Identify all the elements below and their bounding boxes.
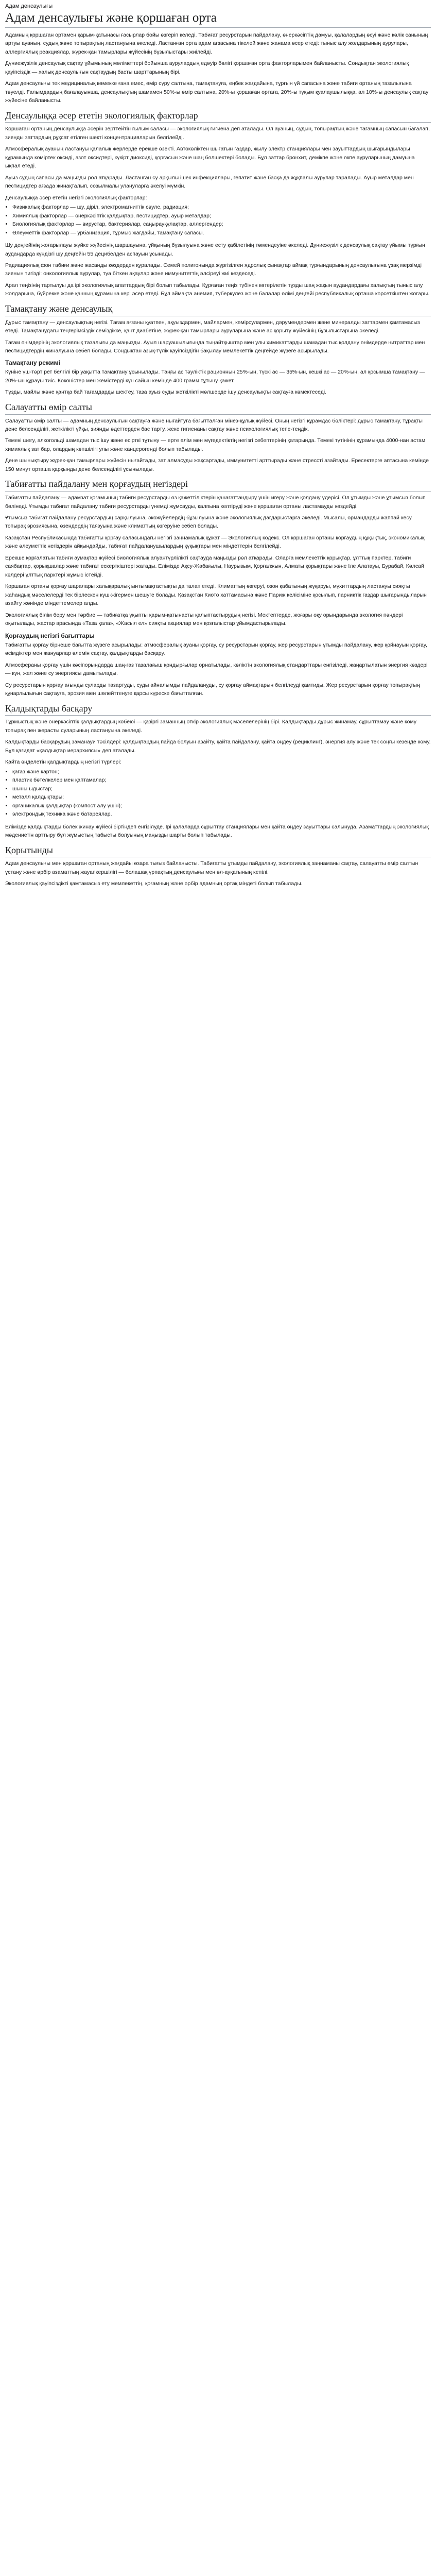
- section-paragraph: Қалдықтарды басқарудың заманауи тәсілдері: қалдықтардың пайда болуын азайту, қайта пайдалану, қайта өңдеу (рециклинг), энергия алу және тек соңғы кезеңде көму. Бұл қағидат «қалдықтар иерархиясы» деп аталады.: [5, 739, 431, 754]
- list-item: • металл қалдықтары;: [12, 793, 431, 801]
- section-heading: Табиғатты пайдалану мен қорғаудың негіздері: [5, 479, 431, 492]
- section-ecological-factors: [5, 110, 431, 298]
- list-item: • пластик бөтелкелер мен қаптамалар;: [12, 776, 431, 784]
- section-paragraph: Ауыз судың сапасы да маңызды рөл атқарады. Ластанған су арқылы ішек инфекциялары, гепатит және басқа да жұқпалы аурулар таралады. Ауыр металдар мен пестицидтер ағзада жинақталып, созылмалы улануларға әкелуі мүмкін.: [5, 174, 414, 190]
- section-paragraph: Адам денсаулығы мен қоршаған ортаның жағдайы өзара тығыз байланысты. Табиғатты ұтымды пайдалану, экологиялық заңнаманы сақтау, салауатты өмір салтын ұстану және әрбір азаматтың жауапкершілігі — болашақ ұрпақтың денсаулығы мен әл-ауқатының кепілі.: [5, 860, 418, 875]
- list-item: • органикалық қалдықтар (компост алу үшін);: [12, 802, 431, 810]
- section-heading: Денсаулыққа әсер ететін экологиялық факторлар: [5, 110, 431, 123]
- list-item: • Физикалық факторлар — шу, діріл, электромагниттік сәуле, радиация;: [12, 203, 431, 211]
- section-paragraph: Дене шынықтыру жүрек-қан тамырлары жүйесін нығайтады, зат алмасуды жақсартады, иммунитетті арттырады және стрессті азайтады. Ересектерге аптасына кемінде 150 минут орташа қарқынды дене белсенділігі ұсынылады.: [5, 457, 429, 472]
- section-paragraph: Тағам өнімдерінің экологиялық тазалығы да маңызды. Ауыл шаруашылығында тыңайтқыштар мен улы химикаттарды шамадан тыс қолдану өнімдерде нитраттар мен пестицидтердің жиналуына себеп болады. Сондықтан азық-түлік қауіпсіздігін бақылау мемлекеттік деңгейде жүзеге асырылады.: [5, 339, 425, 354]
- section-conclusion: [5, 845, 431, 888]
- section-paragraph: Тұзды, майлы және қантқа бай тағамдарды шектеу, таза ауыз суды жеткілікті мөлшерде ішу денсаулықты сақтауға көмектеседі.: [5, 389, 326, 396]
- section-paragraph: Тұрмыстық және өнеркәсіптік қалдықтардың көбеюі — қазіргі заманның өткір экологиялық мәселелерінің бірі. Қалдықтарды дұрыс жинамау, сұрыптамау және көму топырақ пен жерасты суларының ластануына әкеледі.: [5, 719, 417, 734]
- section-paragraph: Табиғатты қорғау бірнеше бағытта жүзеге асырылады: атмосфералық ауаны қорғау, су ресурстарын қорғау, жер ресурстарын ұтымды пайдалану, жер қойнауын қорғау, өсімдіктер мен жануарлар әлемін сақтау, қалдықтарды басқару.: [5, 641, 427, 657]
- section-paragraph: Шу деңгейінің жоғарылауы жүйке жүйесінің шаршауына, ұйқының бұзылуына және есту қабілетінің төмендеуіне әкеледі. Дүниежүзілік денсаулық сақтау ұйымы тұрғын аудандарда күндізгі шу деңгейін 55 децибелден аспауын ұсынады.: [5, 242, 425, 257]
- list-item: • Химиялық факторлар — өнеркәсіптік қалдықтар, пестицидтер, ауыр металдар;: [12, 212, 431, 220]
- section-paragraph: Қоршаған ортаны қорғау шаралары халықаралық ынтымақтастықты да талап етеді. Климаттың өзгеруі, озон қабатының жұқаруы, мұхиттардың ластануы сияқты жаһандық мәселелерді тек бірлескен күш-жігермен шешуге болады. Қазақстан Киото хаттамасына және Париж келісіміне қосылып, парниктік газдар шығарындыларын азайту жөнінде міндеттемелер алды.: [5, 583, 427, 607]
- list-item: • Биологиялық факторлар — вирустар, бактериялар, саңырауқұлақтар, аллергендер;: [12, 220, 431, 228]
- list-intro: Қайта өңделетін қалдықтардың негізгі түрлері:: [5, 759, 121, 766]
- section-paragraph: Ұтымсыз табиғат пайдалану ресурстардың сарқылуына, экожүйелердің бұзылуына және экологиялық дағдарыстарға әкеледі. Мысалы, ормандарды жаппай кесу топырақ эрозиясына, өзендердің таязуына және климаттың өзгеруіне себеп болады.: [5, 514, 412, 530]
- section-nutrition: [5, 303, 431, 397]
- section-paragraph: Қоршаған ортаның денсаулыққа әсерін зерттейтін ғылым саласы — экологиялық гигиена деп аталады. Ол ауаның, судың, топырақтың және тағамның сапасын бағалап, зиянды заттардың рұқсат етілген шекті концентрацияларын белгілейді.: [5, 126, 430, 141]
- intro-paragraph: Адамның қоршаған ортамен қарым-қатынасы ғасырлар бойы өзгеріп келеді. Табиғат ресурстарын пайдалану, өнеркәсіптің дамуы, қалалардың өсуі және көлік санының артуы ауаның, судың және топырақтың ластануына әкеледі. Ластанған орта адам ағзасына тікелей және жанама әсер етеді: тыныс алу жолдарының аурулары, аллергиялық реакциялар, жүрек-қан тамырлары жүйесінің бұзылыстары жиілейді.: [5, 31, 428, 55]
- list-item: • қағаз және картон;: [12, 768, 431, 776]
- section-paragraph: Экологиялық қауіпсіздікті қамтамасыз ету мемлекеттің, қоғамның және әрбір адамның ортақ міндеті болып табылады.: [5, 880, 303, 887]
- factor-list: [5, 203, 431, 237]
- section-heading: Салауатты өмір салты: [5, 402, 431, 415]
- section-paragraph: Табиғатты пайдалану — адамзат қоғамының табиғи ресурстарды өз қажеттіліктерін қанағаттандыру үшін игеру және қолдану үдерісі. Ол ұтымды және ұтымсыз болып бөлінеді. Ұтымды табиғат пайдалану табиғи ресурстарды үнемді жұмсауды, қалпына келтіруді және қоршаған ортаны ластамауды көздейді.: [5, 495, 426, 510]
- waste-list: [5, 768, 431, 819]
- section-nature-protection: [5, 479, 431, 698]
- section-paragraph: Су ресурстарын қорғау ағынды суларды тазартуды, суды айналымды пайдалануды, су қорғау аймақтарын белгілеуді қамтиды. Жер ресурстарын қорғау топырақтың құнарлылығын сақтауға, эрозия мен шөлейттенуге қарсы күреске бағытталған.: [5, 682, 420, 697]
- page-title: Адам денсаулығы және қоршаған орта: [5, 11, 431, 28]
- section-paragraph: Экологиялық білім беру мен тәрбие — табиғатқа ұқыпты қарым-қатынасты қалыптастырудың негізі. Мектептерде, жоғары оқу орындарында экология пәндері оқытылады, жастар арасында «Таза қала», «Жасыл ел» сияқты акциялар мен қозғалыстар ұйымдастырылады.: [5, 612, 403, 627]
- section-paragraph: Қазақстан Республикасында табиғатты қорғау саласындағы негізгі заңнамалық құжат — Экологиялық кодекс. Ол қоршаған ортаны қорғаудың құқықтық, экономикалық және әлеуметтік негіздерін айқындайды, табиғат пайдаланушылардың құқықтары мен міндеттерін белгілейді.: [5, 534, 425, 550]
- intro-paragraph: Адам денсаулығы тек медициналық көмекке ғана емес, өмір сүру салтына, тамақтануға, еңбек жағдайына, тұрғын үй сапасына және табиғи ортаның тазалығына тәуелді. Ғалымдардың бағалауынша, денсаулықтың шамамен 50%-ы өмір салтына, 20%-ы қоршаған ортаға, 20%-ы тұқым қуалаушылыққа, ал 10%-ы денсаулық сақтау жүйесіне байланысты.: [5, 80, 429, 104]
- section-heading: Қалдықтарды басқару: [5, 703, 431, 716]
- breadcrumb[interactable]: Адам денсаулығы: [5, 3, 53, 9]
- list-intro: Денсаулыққа әсер ететін негізгі экологиялық факторлар:: [5, 194, 147, 201]
- intro-section: [5, 31, 431, 105]
- section-paragraph: Елімізде қалдықтарды бөлек жинау жүйесі біртіндеп енгізілуде. Ірі қалаларда сұрыптау станциялары мен қайта өңдеу зауыттары салынуда. Азаматтардың экологиялық мәдениетін арттыру бұл жұмыстың табысты болуының маңызды шарты болып табылады.: [5, 823, 429, 839]
- subsection-heading: Тамақтану режимі: [5, 359, 60, 367]
- section-heading: Тамақтану және денсаулық: [5, 303, 431, 316]
- section-paragraph: Темекі шегу, алкогольді шамадан тыс ішу және есірткі тұтыну — ерте өлім мен мүгедектіктің негізгі себептерінің қатарында. Темекі түтінінің құрамында 4000-нан астам химиялық зат бар, олардың көпшілігі улы және канцерогенді болып табылады.: [5, 437, 426, 452]
- section-heading: Қорытынды: [5, 845, 431, 858]
- section-healthy-lifestyle: [5, 402, 431, 474]
- section-paragraph: Радиациялық фон табиғи және жасанды көздерден құралады. Семей полигонында жүргізілген ядролық сынақтар аймақ тұрғындарының денсаулығына ұзақ мерзімді зиянын тигізді: онкологиялық аурулар, туа біткен ақаулар және иммунитеттің әлсіреуі жиі кездеседі.: [5, 262, 422, 277]
- section-paragraph: Салауатты өмір салты — адамның денсаулығын сақтауға және нығайтуға бағытталған мінез-құлық жүйесі. Оның негізгі құрамдас бөліктері: дұрыс тамақтану, тұрақты дене белсенділігі, жеткілікті ұйқы, зиянды әдеттерден бас тарту, жеке гигиенаны сақтау және психологиялық тепе-теңдік.: [5, 417, 423, 432]
- article-page: [0, 0, 436, 897]
- list-item: • электрондық техника және батареялар.: [12, 810, 431, 818]
- section-waste-management: [5, 703, 431, 840]
- list-item: • шыны ыдыстар;: [12, 785, 431, 793]
- section-paragraph: Атмосфералық ауаның ластануы қалалық жерлерде ерекше өзекті. Автокөліктен шығатын газдар, жылу электр станциялары мен зауыттардың шығарындылары құрамында көміртек оксиді, азот оксидтері, күкірт диоксиді, қорғасын және шаң бөлшектері болады. Бұл заттар бронхит, демікпе және өкпе ауруларының дамуына ықпал етеді.: [5, 146, 415, 170]
- section-paragraph: Күніне үш-төрт рет белгілі бір уақытта тамақтану ұсынылады. Таңғы ас тәуліктік рационның 25%-ын, түскі ас — 35%-ын, кешкі ас — 20%-ын, ал қосымша тамақтану — 20%-ын құрауы тиіс. Көкөністер мен жемістерді күн сайын кемінде 400 грамм тұтыну қажет.: [5, 369, 425, 384]
- section-paragraph: Дұрыс тамақтану — денсаулықтың негізі. Тағам ағзаны қуатпен, ақуыздармен, майлармен, көмірсулармен, дәрумендермен және минералды заттармен қамтамасыз етеді. Тамақтанудағы теңгерімсіздік семіздікке, қант диабетіне, жүрек-қан тамырлары ауруларына және ас қорыту жүйесінің бұзылыстарына әкеледі.: [5, 319, 420, 334]
- section-paragraph: Атмосфераны қорғау үшін кәсіпорындарда шаң-газ тазалағыш қондырғылар орнатылады, көліктің экологиялық стандарттары енгізіледі, жаңартылатын энергия көздері — күн, жел және су энергиясы дамытылады.: [5, 662, 428, 677]
- subsection-heading: Қорғаудың негізгі бағыттары: [5, 632, 95, 639]
- list-item: • Әлеуметтік факторлар — урбанизация, тұрмыс жағдайы, тамақтану сапасы.: [12, 229, 431, 237]
- intro-paragraph: Дүниежүзілік денсаулық сақтау ұйымының мәліметтері бойынша аурулардың едәуір бөлігі қоршаған орта факторларымен байланысты. Сондықтан экологиялық қауіпсіздік — халық денсаулығын сақтаудың басты шарттарының бірі.: [5, 60, 409, 75]
- section-paragraph: Ерекше қорғалатын табиғи аумақтар жүйесі биологиялық алуантүрлілікті сақтауда маңызды рөл атқарады. Оларға мемлекеттік қорықтар, ұлттық парктер, табиғи саябақтар, қорықшалар және табиғат ескерткіштері жатады. Елімізде Ақсу-Жабағылы, Наурызым, Қорғалжын, Алматы қорықтары және Іле Алатауы, Бурабай, Көлсай көлдері ұлттық парктері жұмыс істейді.: [5, 554, 424, 578]
- section-paragraph: Арал теңізінің тартылуы да ірі экологиялық апаттардың бірі болып табылады. Құрғаған теңіз түбінен көтерілетін тұзды шаң жақын аудандардағы халықтың тыныс алу жолдарына, бүйрекке және қанның құрамына кері әсер етеді. Бұл аймақта анемия, туберкулез және балалар өлімі деңгейі республикалық орташа көрсеткіштен жоғары.: [5, 282, 430, 297]
